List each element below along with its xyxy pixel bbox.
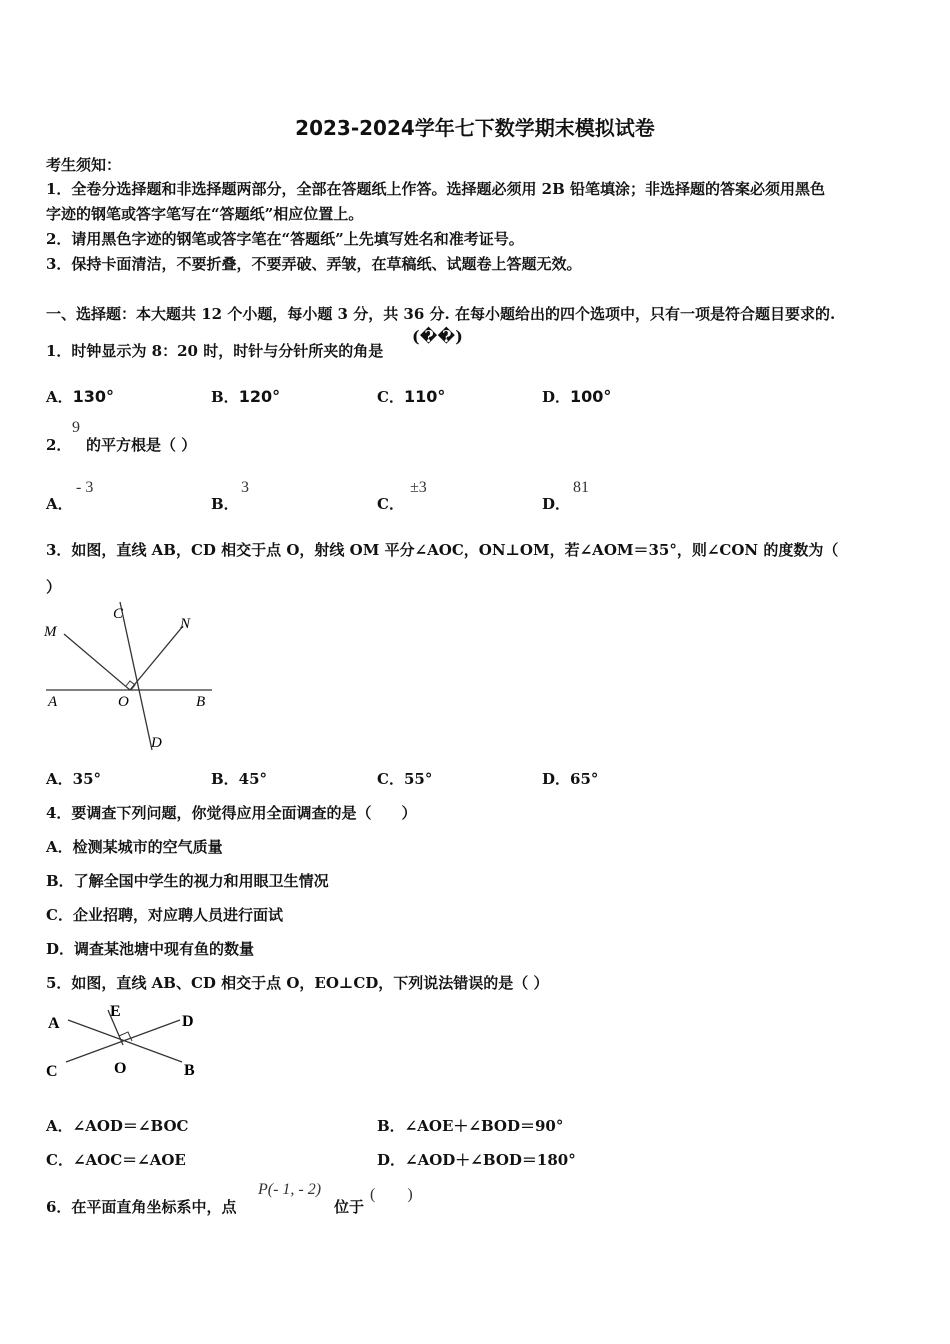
label-a: A [48,1015,60,1032]
notice-line-2: 2．请用黑色字迹的钢笔或答字笔在“答题纸”上先填写姓名和准考证号。 [46,230,524,248]
q2-sqrt-value: 9 [72,419,80,436]
label-b: B [184,1062,195,1079]
q3-option-b: B．45° [211,770,268,788]
label-b: B [196,694,206,710]
q5-option-d: D．∠AOD＋∠BOD＝180° [377,1151,576,1169]
label-c: C [113,606,124,622]
q3-stem: 3．如图，直线 AB，CD 相交于点 O，射线 OM 平分∠AOC，ON⊥OM，若∠AOM＝35°，则∠CON 的度数为（ [46,541,839,559]
q5-figure [40,998,220,1088]
q2-option-a-value: - 3 [76,479,94,496]
line-ab [68,1020,182,1062]
q1-option-d-value: 100° [570,387,612,406]
q3-option-d: D．65° [542,770,599,788]
label-o: O [118,694,129,710]
q2-option-a-label: A． [46,495,73,513]
q1-option-c: C．110° [377,387,446,406]
q5-option-c: C．∠AOC＝∠AOE [46,1151,186,1169]
q6-paren: ( ) [370,1186,413,1203]
q2-number: 2． [46,436,72,454]
q1-paren: (��) [412,327,463,346]
q6-stem-pre: 6．在平面直角坐标系中，点 [46,1198,237,1216]
q5-option-b: B．∠AOE＋∠BOD＝90° [377,1117,564,1135]
label-d: D [151,735,162,751]
label-n: N [180,616,191,632]
q1-option-b-value: 120° [238,387,281,406]
q1-option-b: B．120° [211,387,281,406]
q1-option-c-value: 110° [403,387,446,406]
q2-option-b-label: B． [211,495,239,513]
q5-option-a: A．∠AOD＝∠BOC [46,1117,189,1135]
q2-option-c-value: ±3 [410,479,427,496]
q6-stem-post: 位于 [334,1198,365,1216]
ray-om [64,634,130,690]
line-cd [66,1020,180,1062]
q4-option-c: C．企业招聘，对应聘人员进行面试 [46,906,283,924]
q3-option-c: C．55° [377,770,433,788]
q3-option-a: A．35° [46,770,102,788]
q5-stem: 5．如图，直线 AB、CD 相交于点 O，EO⊥CD，下列说法错误的是（ ） [46,974,549,992]
label-o: O [114,1060,127,1077]
label-m: M [44,624,57,640]
q2-stem: 的平方根是（ ） [86,436,197,454]
q1-option-a: A．130° [46,387,115,406]
q2-option-c-label: C． [377,495,404,513]
notice-line-3: 3．保持卡面清洁，不要折叠，不要弄破、弄皱，在草稿纸、试题卷上答题无效。 [46,255,582,273]
label-a: A [48,694,58,710]
q2-option-d-value: 81 [573,479,589,496]
q6-point: P(- 1, - 2) [258,1181,322,1198]
q3-stem-end: ） [46,578,62,596]
q4-stem: 4．要调查下列问题，你觉得应用全面调查的是（ ） [46,804,417,822]
q3-figure [40,598,220,758]
line-cd [120,602,152,750]
q1-option-a-value: 130° [72,387,115,406]
q2-option-d-label: D． [542,495,571,513]
page-title: 2023-2024学年七下数学期末模拟试卷 [295,116,655,140]
label-e: E [110,1003,121,1020]
label-d: D [182,1013,194,1030]
section-heading: 一、选择题：本大题共 12 个小题，每小题 3 分，共 36 分. 在每小题给出的四个选项中，只有一项是符合题目要求的. [46,305,836,323]
q4-option-b: B．了解全国中学生的视力和用眼卫生情况 [46,872,329,890]
q1-option-d: D．100° [542,387,612,406]
notice-line-1b: 字迹的钢笔或答字笔写在“答题纸”相应位置上。 [46,205,364,223]
ray-on [130,626,183,690]
q4-option-d: D．调查某池塘中现有鱼的数量 [46,940,255,958]
q2-option-b-value: 3 [241,479,249,496]
q4-option-a: A．检测某城市的空气质量 [46,838,223,856]
q1-stem: 1．时钟显示为 8：20 时，时针与分针所夹的角是 [46,342,384,360]
notice-heading: 考生须知： [46,156,122,174]
label-c: C [46,1063,58,1080]
notice-line-1a: 1．全卷分选择题和非选择题两部分，全部在答题纸上作答。选择题必须用 2B 铅笔填涂；非选择题的答案必须用黑色 [46,180,826,198]
